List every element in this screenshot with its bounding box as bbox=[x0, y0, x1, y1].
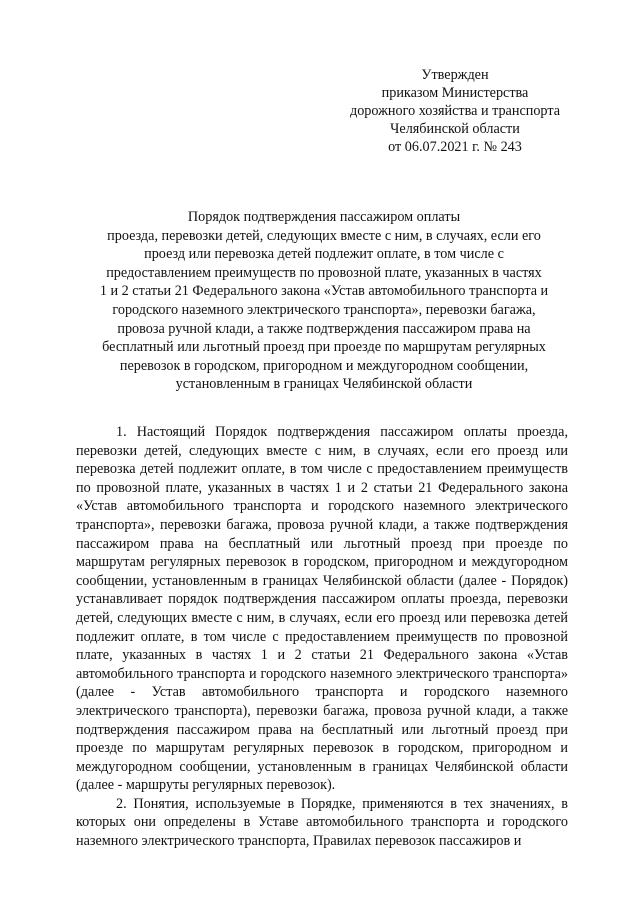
title-line: 1 и 2 статьи 21 Федерального закона «Устав автомобильного транспорта и bbox=[99, 283, 549, 300]
paragraph-2: 2. Понятия, используемые в Порядке, применяются в тех значениях, в которых они определены в Уставе автомобильного транспорта и городского наземного электрического транспорта, Правилах перевозок пассажиров и bbox=[76, 795, 568, 850]
title-line: установленным в границах Челябинской области bbox=[175, 376, 473, 393]
title-line: бесплатный или льготный проезд при проезде по маршрутам регулярных bbox=[102, 339, 546, 356]
approval-line: Утвержден bbox=[421, 67, 489, 83]
title-line: перевозок в городском, пригородном и междугородном сообщении, bbox=[119, 357, 529, 374]
approval-line: приказом Министерства bbox=[381, 85, 529, 101]
title-line: проезд или перевозка детей подлежит оплате, в том числе с bbox=[144, 246, 504, 263]
title-line: городского наземного электрического транспорта», перевозки багажа, bbox=[112, 301, 536, 318]
title-line: проезда, перевозки детей, следующих вместе с ним, в случаях, если его bbox=[107, 227, 541, 244]
document-title bbox=[66, 208, 582, 394]
title-line: предоставлением преимуществ по провозной плате, указанных в частях bbox=[106, 264, 542, 281]
title-line: Порядок подтверждения пассажиром оплаты bbox=[187, 209, 461, 225]
approval-line: от 06.07.2021 г. № 243 bbox=[388, 139, 522, 155]
approval-stamp bbox=[330, 66, 580, 156]
paragraph-1: 1. Настоящий Порядок подтверждения пассажиром оплаты проезда, перевозки детей, следующих вместе с ним, в случаях, если его проезд или перевозка детей подлежит оплате, в том числе с предоставлением преимуществ по провозной плате, указанных в частях 1 и 2 статьи 21 Федерального закона «Устав автомобильного транспорта и городского наземного электрического транспорта», перевозки багажа, провоза ручной клади, а также подтверждения пассажиром права на бесплатный или льготный проезд при проезде по маршрутам регулярных перевозок в городском, пригородном и междугородном сообщении, установленным в границах Челябинской области (далее - Порядок) устанавливает порядок подтверждения пассажиром оплаты проезда, перевозки детей, следующих вместе с ним, в случаях, если его проезд или перевозка детей подлежит оплате, в том числе с предоставлением преимуществ по провозной плате, указанных в частях 1 и 2 статьи 21 Федерального закона «Устав автомобильного транспорта и городского наземного электрического транспорта» (далее - Устав автомобильного транспорта и городского наземного электрического транспорта), перевозки багажа, провоза ручной клади, а также подтверждения пассажиром права на бесплатный или льготный проезд при проезде по маршрутам регулярных перевозок в городском, пригородном и междугородном сообщении, установленным в границах Челябинской области (далее - маршруты регулярных перевозок). bbox=[76, 424, 568, 794]
approval-line: Челябинской области bbox=[390, 121, 520, 137]
title-line: провоза ручной клади, а также подтверждения пассажиром права на bbox=[117, 320, 531, 337]
document-body bbox=[76, 423, 568, 851]
approval-line: дорожного хозяйства и транспорта bbox=[349, 103, 561, 119]
